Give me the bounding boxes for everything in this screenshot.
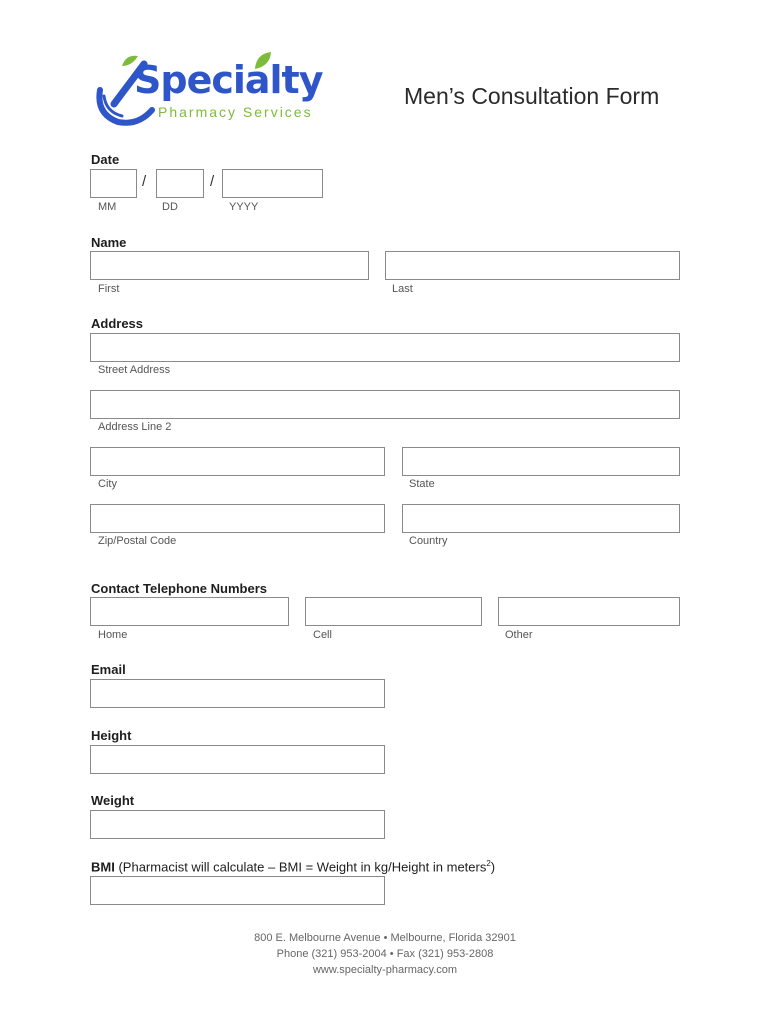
city-caption: City (98, 478, 117, 490)
home-phone-field[interactable] (90, 597, 289, 626)
address-label: Address (91, 316, 144, 331)
bmi-superscript: 2 (486, 859, 491, 868)
bmi-note-close: ) (490, 859, 496, 875)
height-field[interactable] (90, 745, 385, 774)
date-year-field[interactable] (222, 169, 323, 198)
street-address-caption: Street Address (98, 364, 171, 376)
first-name-caption: First (98, 283, 120, 295)
date-separator: / (210, 173, 215, 190)
logo-wordmark: Specialty (134, 58, 323, 102)
home-phone-caption: Home (98, 629, 128, 641)
other-phone-field[interactable] (498, 597, 680, 626)
bmi-label: BMI (91, 859, 115, 875)
other-phone-caption: Other (505, 629, 533, 641)
footer-website[interactable]: www.specialty-pharmacy.com (312, 964, 458, 976)
cell-phone-field[interactable] (305, 597, 482, 626)
state-caption: State (409, 478, 435, 490)
bmi-field[interactable] (90, 876, 385, 905)
last-name-field[interactable] (385, 251, 680, 280)
footer-phone: Phone (321) 953-2004 • Fax (321) 953-2808 (276, 948, 494, 960)
phones-label: Contact Telephone Numbers (91, 581, 268, 596)
address-line2-field[interactable] (90, 390, 680, 419)
height-label: Height (91, 728, 132, 743)
weight-label: Weight (91, 793, 135, 808)
weight-field[interactable] (90, 810, 385, 839)
date-year-caption: YYYY (229, 201, 259, 213)
date-day-caption: DD (162, 201, 178, 213)
country-caption: Country (409, 535, 448, 547)
date-month-caption: MM (98, 201, 117, 213)
name-label: Name (91, 235, 127, 250)
city-field[interactable] (90, 447, 385, 476)
date-month-field[interactable] (90, 169, 137, 198)
email-label: Email (91, 662, 126, 677)
cell-phone-caption: Cell (313, 629, 332, 641)
first-name-field[interactable] (90, 251, 369, 280)
footer-address: 800 E. Melbourne Avenue • Melbourne, Florida 32901 (254, 932, 516, 944)
email-field[interactable] (90, 679, 385, 708)
date-separator: / (142, 173, 147, 190)
bmi-label-row (91, 859, 495, 874)
street-address-field[interactable] (90, 333, 680, 362)
address-line2-caption: Address Line 2 (98, 421, 172, 433)
zip-field[interactable] (90, 504, 385, 533)
state-field[interactable] (402, 447, 680, 476)
zip-caption: Zip/Postal Code (98, 535, 177, 547)
date-label: Date (91, 152, 120, 167)
country-field[interactable] (402, 504, 680, 533)
date-day-field[interactable] (156, 169, 204, 198)
form-title: Men’s Consultation Form (404, 83, 660, 109)
logo-tagline: Pharmacy Services (158, 104, 313, 120)
bmi-note: (Pharmacist will calculate – BMI = Weight in kg/Height in meters (118, 859, 487, 875)
last-name-caption: Last (392, 283, 413, 295)
